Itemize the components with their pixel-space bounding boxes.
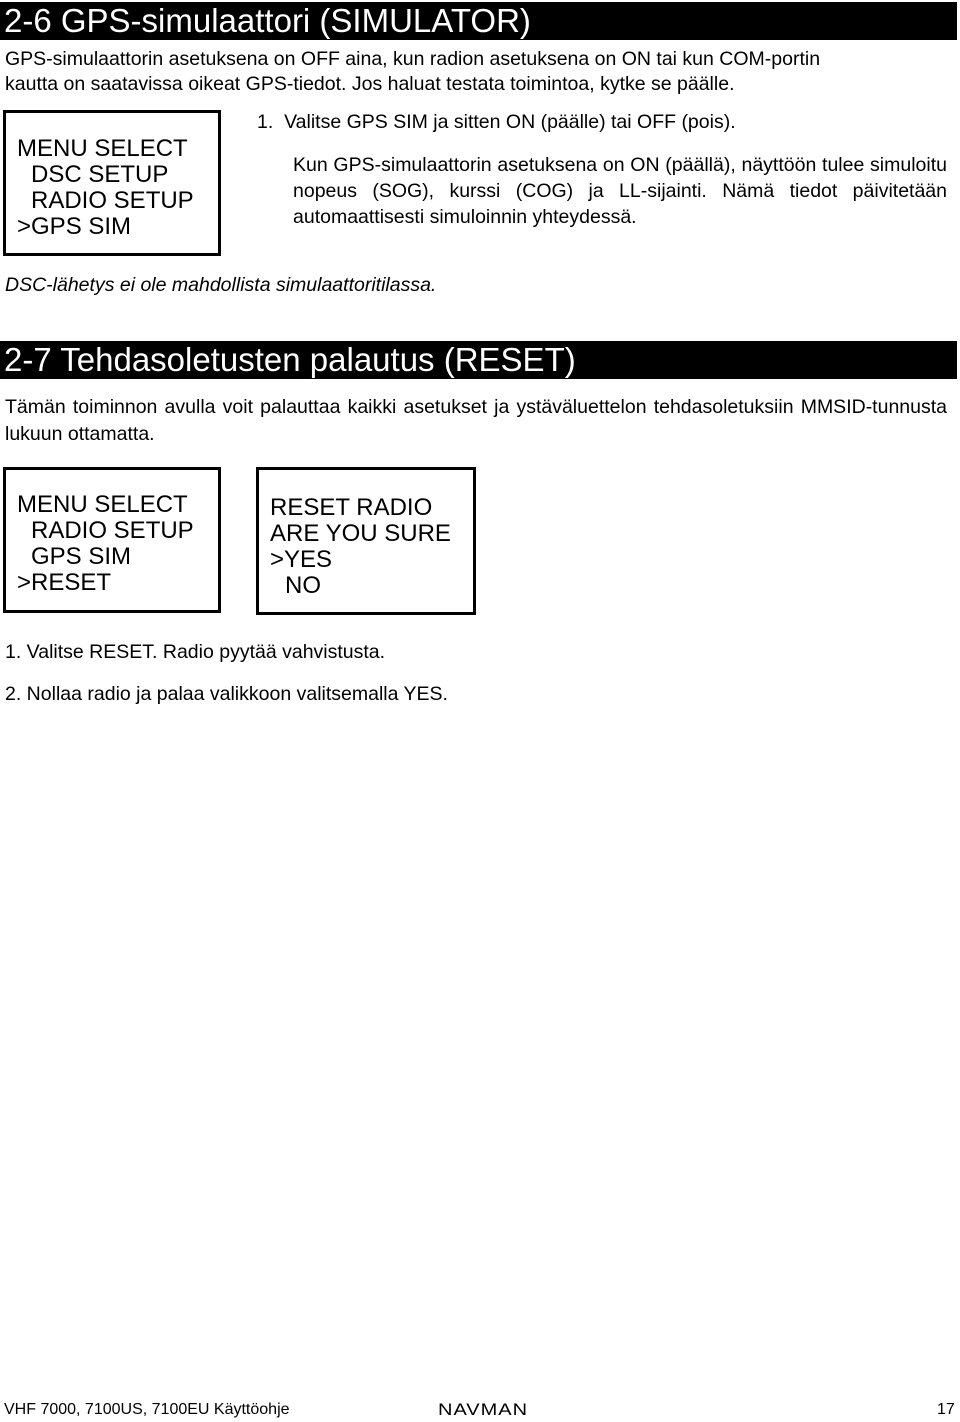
reset-step-1: 1. Valitse RESET. Radio pyytää vahvistusta.	[5, 641, 386, 663]
lcd-line: >RESET	[17, 569, 112, 596]
gps-note: DSC-lähetys ei ole mahdollista simulaattoritilassa.	[5, 274, 437, 296]
lcd-line: MENU SELECT	[17, 135, 188, 162]
section-heading-gps-simulator: 2-6 GPS-simulaattori (SIMULATOR)	[0, 2, 957, 40]
lcd-line: >YES	[270, 546, 333, 573]
reset-intro: Tämän toiminnon avulla voit palauttaa kaikki asetukset ja ystäväluettelon tehdasoletuksiin MMSID-tunnusta lukuun ottamatta.	[5, 396, 947, 445]
reset-step-2: 2. Nollaa radio ja palaa valikkoon valitsemalla YES.	[5, 683, 448, 705]
lcd-line: RESET RADIO	[270, 494, 433, 521]
footer-manual-title: VHF 7000, 7100US, 7100EU Käyttöohje	[4, 1401, 290, 1418]
gps-step-1: 1. Valitse GPS SIM ja sitten ON (päälle) tai OFF (pois).	[257, 111, 736, 133]
navman-logo: NAVMAN	[438, 1400, 529, 1420]
lcd-line: RADIO SETUP	[31, 517, 194, 544]
lcd-line: MENU SELECT	[17, 491, 188, 518]
gps-step-1-detail: Kun GPS-simulaattorin asetuksena on ON (päällä), näyttöön tulee simuloitu nopeus (SOG), kurssi (COG) ja LL-sijainti. Nämä tiedot päivitetään automaattisesti simuloinnin yhteydessä.	[293, 154, 947, 228]
lcd-line: ARE YOU SURE	[270, 520, 451, 547]
lcd-line: GPS SIM	[31, 543, 132, 570]
lcd-screen-reset-menu	[3, 467, 221, 613]
lcd-line: DSC SETUP	[31, 161, 169, 188]
lcd-screen-gps-sim-menu	[3, 110, 221, 256]
gps-intro-line-2: kautta on saatavissa oikeat GPS-tiedot. Jos haluat testata toimintoa, kytke se päälle.	[5, 73, 735, 95]
section-heading-reset: 2-7 Tehdasoletusten palautus (RESET)	[0, 341, 957, 379]
lcd-line: RADIO SETUP	[31, 187, 194, 214]
gps-intro-line-1: GPS-simulaattorin asetuksena on OFF aina, kun radion asetuksena on ON tai kun COM-portin	[5, 48, 821, 70]
lcd-line: >GPS SIM	[17, 213, 132, 240]
lcd-line: NO	[285, 572, 321, 599]
lcd-screen-reset-confirm	[256, 467, 476, 615]
page-number: 17	[937, 1401, 955, 1418]
